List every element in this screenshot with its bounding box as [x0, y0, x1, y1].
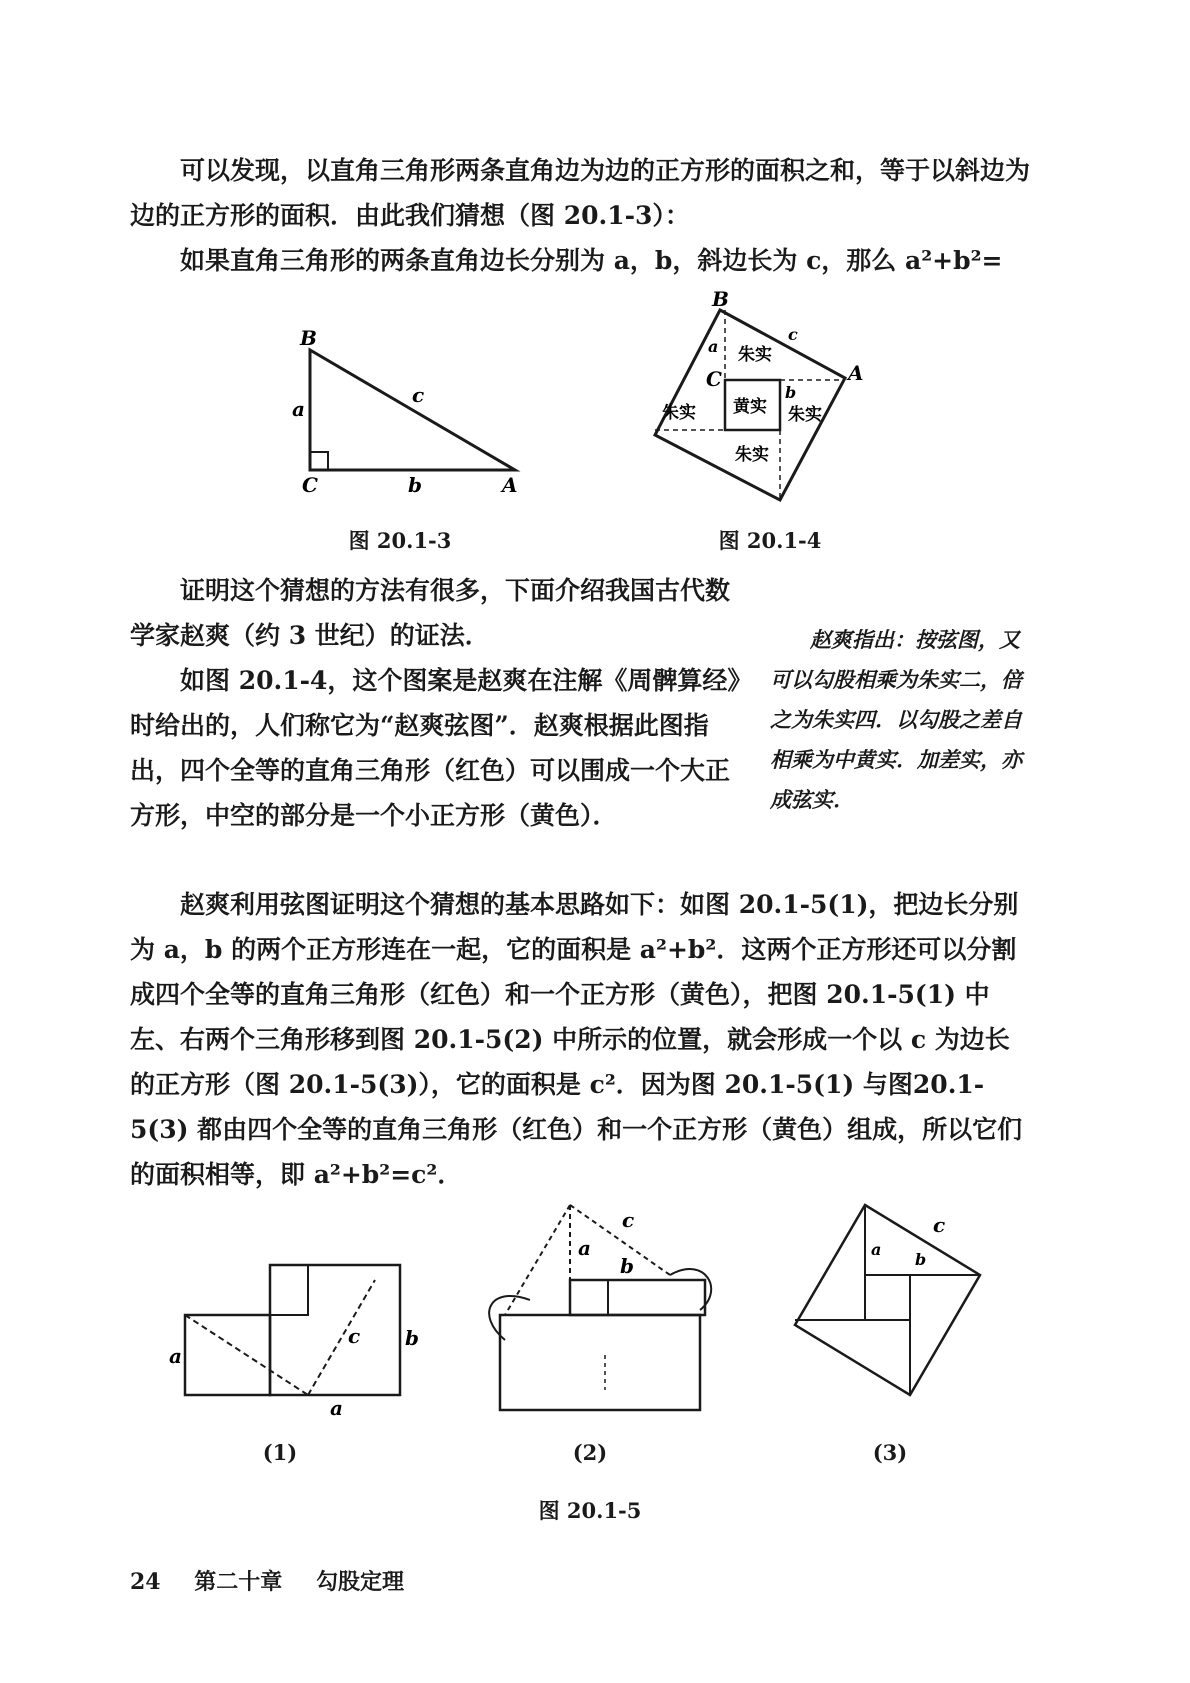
label-a: a	[871, 1240, 882, 1259]
chapter-title: 勾股定理	[315, 1569, 404, 1595]
vertex-label-a: A	[502, 473, 518, 497]
label-b-right: b	[405, 1326, 419, 1350]
caption-sub-3: (3)	[872, 1440, 908, 1465]
zhu-shi-label-top: 朱实	[738, 345, 772, 365]
upper-step	[570, 1280, 705, 1315]
figure-5-part-1	[165, 1255, 419, 1425]
vertex-label-c: C	[706, 367, 722, 391]
huang-shi-label: 黄实	[733, 397, 767, 417]
label-a-left: a	[169, 1344, 182, 1368]
paragraph-proof-idea: 赵爽利用弦图证明这个猜想的基本思路如下：如图 20.1-5(1)，把边长分别为 a，b 的两个正方形连在一起，它的面积是 a²+b²．这两个正方形还可以分割成四个全等的直角三角形（红色）和一个正方形（黄色），把图 20.1-5(1) 中左、右两个三角形移到图 20.1-5(2) 中所示的位置，就会形成一个以 c 为边长的正方形（图 20.1-5(3)），它的面积是 c²．因为图 20.1-5(1) 与图20.1-5(3) 都由四个全等的直角三角形（红色）和一个正方形（黄色）组成，所以它们的面积相等，即 a²+b²=c²．	[130, 890, 1023, 1189]
caption-sub-2: (2)	[572, 1440, 608, 1465]
right-angle-mark	[310, 452, 328, 470]
paragraph-xian-tu: 如图 20.1-4，这个图案是赵爽在注解《周髀算经》时给出的，人们称它为“赵爽弦图”．赵爽根据此图指出，四个全等的直角三角形（红色）可以围成一个大正方形，中空的部分是一个小正方形（黄色）．	[130, 666, 740, 830]
small-square	[270, 1265, 308, 1315]
square-a	[185, 1315, 270, 1395]
side-label-c: c	[788, 325, 798, 344]
dashed-hypotenuse-right	[308, 1280, 375, 1395]
paragraph-conjecture: 如果直角三角形的两条直角边长分别为 a，b，斜边长为 c，那么 a²+b²=	[180, 246, 1003, 275]
vertex-label-a: A	[848, 361, 864, 385]
zhu-shi-label-bottom: 朱实	[735, 445, 769, 465]
caption-fig-20-1-4: 图 20.1-4	[718, 528, 822, 553]
label-a-bottom: a	[330, 1396, 343, 1420]
vertex-label-c: C	[302, 473, 318, 497]
rotate-arrow-left-icon	[489, 1296, 530, 1340]
caption-fig-20-1-5: 图 20.1-5	[538, 1498, 642, 1523]
dashed-hypotenuse-left	[185, 1315, 308, 1395]
side-label-b: b	[785, 383, 797, 402]
triangle-shape	[310, 350, 515, 470]
square-b	[270, 1265, 400, 1395]
caption-sub-1: (1)	[262, 1440, 298, 1465]
side-label-a: a	[292, 397, 305, 421]
figure-5-part-2	[470, 1195, 730, 1420]
center-square	[865, 1275, 910, 1320]
label-c: c	[933, 1213, 946, 1237]
outer-square	[795, 1205, 980, 1395]
label-c: c	[622, 1208, 635, 1232]
zhu-shi-label-left: 朱实	[662, 403, 696, 423]
side-label-c: c	[412, 383, 425, 407]
page-number: 24	[130, 1569, 161, 1595]
label-b: b	[915, 1250, 927, 1269]
sidenote-zhao-shuang-quote: 赵爽指出：按弦图，又可以勾股相乘为朱实二，倍之为朱实四．以勾股之差自相乘为中黄实．加差实，亦成弦实．	[770, 627, 1022, 812]
label-a: a	[578, 1236, 591, 1260]
small-square	[570, 1280, 608, 1315]
figure-right-triangle	[270, 320, 530, 500]
label-b: b	[620, 1254, 634, 1278]
dashed-left-edge	[505, 1205, 570, 1315]
vertex-label-b: B	[300, 326, 317, 350]
label-c: c	[348, 1324, 361, 1348]
page-footer	[130, 1565, 430, 1596]
zhu-shi-label-right: 朱实	[788, 405, 822, 425]
figure-5-part-3	[785, 1200, 995, 1410]
side-label-b: b	[408, 473, 422, 497]
figure-zhao-shuang-xian-tu	[640, 287, 870, 510]
caption-fig-20-1-3: 图 20.1-3	[348, 528, 452, 553]
chapter-label: 第二十章	[194, 1569, 283, 1595]
combined-base	[500, 1315, 700, 1410]
paragraph-intro-proof: 证明这个猜想的方法有很多，下面介绍我国古代数学家赵爽（约 3 世纪）的证法．	[130, 576, 731, 650]
vertex-label-b: B	[712, 287, 729, 311]
side-label-a: a	[708, 337, 719, 356]
paragraph-observation: 可以发现，以直角三角形两条直角边为边的正方形的面积之和，等于以斜边为边的正方形的面积．由此我们猜想（图 20.1-3）：	[130, 156, 1031, 230]
